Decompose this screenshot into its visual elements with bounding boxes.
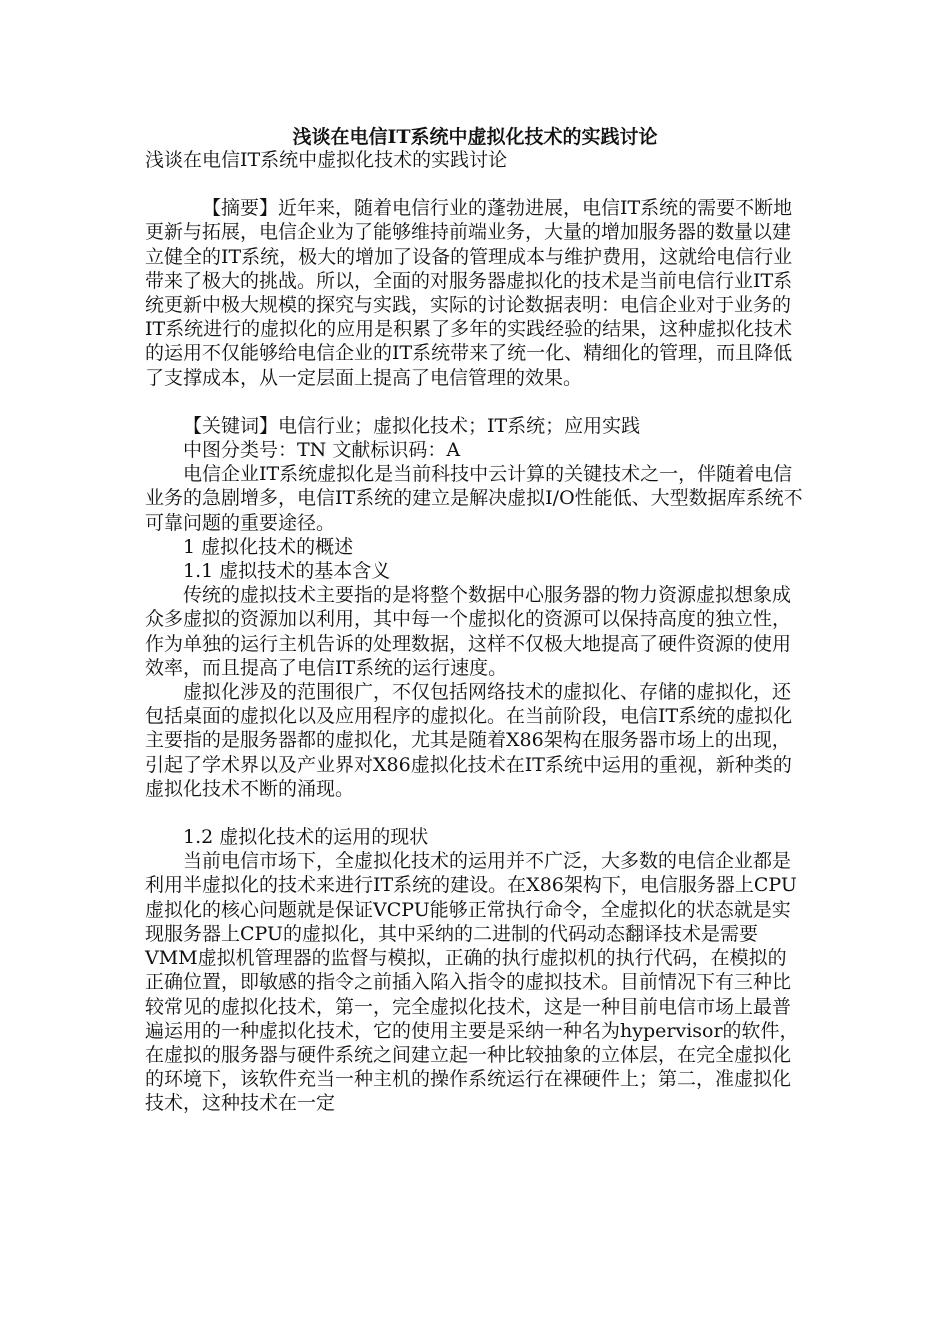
paragraph-1-1-a: 传统的虚拟技术主要指的是将整个数据中心服务器的物力资源虚拟想象成众多虚拟的资源加以利用，其中每一个虚拟化的资源可以保持高度的独立性，作为单独的运行主机告诉的处理数据，这样不仅极大地提高了硬件资源的使用效率，而且提高了电信IT系统的运行速度。 [145,584,792,679]
section-heading-1-2: 1.2 虚拟化技术的运用的现状 [183,826,429,849]
section-heading-1-1: 1.1 虚拟技术的基本含义 [183,560,391,583]
spacer [145,801,805,825]
paragraph-1-1-b: 虚拟化涉及的范围很广，不仅包括网络技术的虚拟化、存储的虚拟化，还包括桌面的虚拟化以及应用程序的虚拟化。在当前阶段，电信IT系统的虚拟化主要指的是服务器都的虚拟化，尤其是随着X86架构在服务器市场上的出现，引起了学术界以及产业界对X86虚拟化技术在IT系统中运用的重视，新种类的虚拟化技术不断的涌现。 [145,681,793,800]
document-body [145,148,805,1116]
section-heading-1: 1 虚拟化技术的概述 [183,535,354,558]
document-title: 浅谈在电信IT系统中虚拟化技术的实践讨论 [292,126,658,148]
spacer [145,390,805,414]
classification-line: 中图分类号：TN 文献标识码：A [183,439,461,462]
intro-paragraph: 电信企业IT系统虚拟化是当前科技中云计算的关键技术之一，伴随着电信业务的急剧增多，电信IT系统的建立是解决虚拟I/O性能低、大型数据库系统不可靠问题的重要途径。 [145,463,803,534]
spacer [145,172,805,196]
document-subtitle: 浅谈在电信IT系统中虚拟化技术的实践讨论 [145,149,508,171]
abstract-paragraph: 【摘要】近年来，随着电信行业的蓬勃进展，电信IT系统的需要不断地更新与拓展，电信企业为了能够维持前端业务，大量的增加服务器的数量以建立健全的IT系统，极大的增加了设备的管理成本与维护费用，这就给电信行业带来了极大的挑战。所以，全面的对服务器虚拟化的技术是当前电信行业IT系统更新中极大规模的探究与实践，实际的讨论数据表明：电信企业对于业务的IT系统进行的虚拟化的应用是积累了多年的实践经验的结果，这种虚拟化技术的运用不仅能够给电信企业的IT系统带来了统一化、精细化的管理，而且降低了支撑成本，从一定层面上提高了电信管理的效果。 [145,197,793,389]
paragraph-1-2: 当前电信市场下，全虚拟化技术的运用并不广泛，大多数的电信企业都是利用半虚拟化的技术来进行IT系统的建设。在X86架构下，电信服务器上CPU虚拟化的核心问题就是保证VCPU能够正常执行命令，全虚拟化的状态就是实现服务器上CPU的虚拟化，其中采纳的二进制的代码动态翻译技术是需要VMM虚拟机管理器的监督与模拟，正确的执行虚拟机的执行代码，在模拟的正确位置，即敏感的指令之前插入陷入指令的虚拟技术。目前情况下有三种比较常见的虚拟化技术，第一，完全虚拟化技术，这是一种目前电信市场上最普遍运用的一种虚拟化技术，它的使用主要是采纳一种名为hypervisor的软件，在虚拟的服务器与硬件系统之间建立起一种比较抽象的立体层，在完全虚拟化的环境下，该软件充当一种主机的操作系统运行在裸硬件上；第二，准虚拟化技术，这种技术在一定 [145,850,799,1115]
keywords-line: 【关键词】电信行业；虚拟化技术；IT系统；应用实践 [183,414,641,437]
